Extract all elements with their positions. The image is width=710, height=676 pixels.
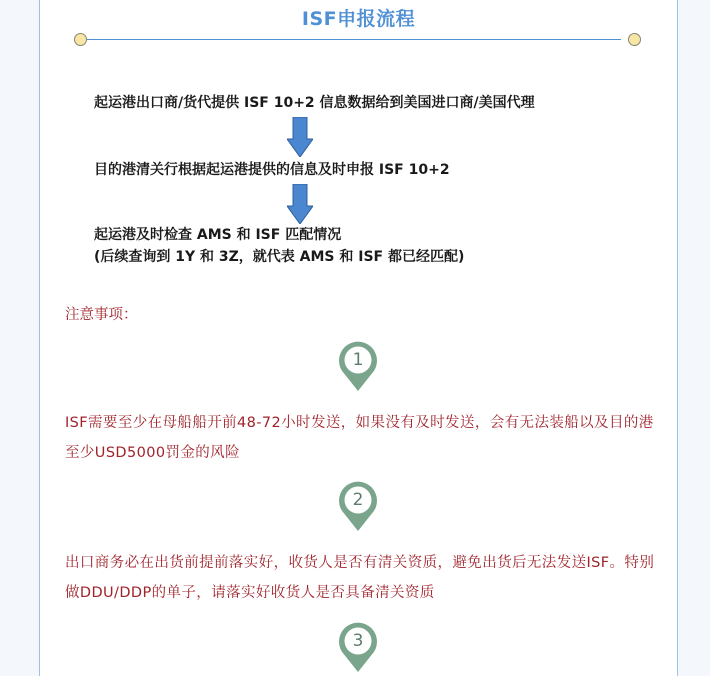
step-2-line-1: 目的港清关行根据起运港提供的信息及时申报 ISF 10+2 — [94, 162, 450, 178]
note-2-number: 2 — [352, 490, 364, 510]
note-2-marker — [338, 481, 378, 531]
down-arrow-icon — [287, 184, 313, 224]
note-3-marker — [338, 622, 378, 672]
notes-heading: 注意事项： — [65, 307, 138, 323]
note-1-number: 1 — [352, 350, 364, 370]
process-step-1 — [94, 92, 535, 114]
process-step-2 — [94, 159, 450, 181]
divider-dot-left — [74, 33, 87, 46]
down-arrow-icon — [287, 117, 313, 157]
step-3-line-2: (后续查询到 1Y 和 3Z，就代表 AMS 和 ISF 都已经匹配) — [94, 249, 465, 265]
note-1-marker — [338, 341, 378, 391]
article-card — [39, 0, 678, 676]
page-title: ISF申报流程 — [301, 8, 416, 30]
note-1-text: ISF需要至少在母船船开前48-72小时发送，如果没有及时发送，会有无法装船以及目的港至少USD5000罚金的风险 — [65, 415, 654, 461]
process-step-3 — [94, 224, 464, 268]
divider-dot-right — [628, 33, 641, 46]
title-divider — [87, 39, 621, 40]
step-3-line-1: 起运港及时检查 AMS 和 ISF 匹配情况 — [94, 227, 342, 243]
note-3-number: 3 — [352, 631, 364, 651]
step-1-line-1: 起运港出口商/货代提供 ISF 10+2 信息数据给到美国进口商/美国代理 — [94, 95, 535, 111]
note-2-text: 出口商务必在出货前提前落实好，收货人是否有清关资质，避免出货后无法发送ISF。特别做DDU/DDP的单子，请落实好收货人是否具备清关资质 — [65, 555, 655, 601]
